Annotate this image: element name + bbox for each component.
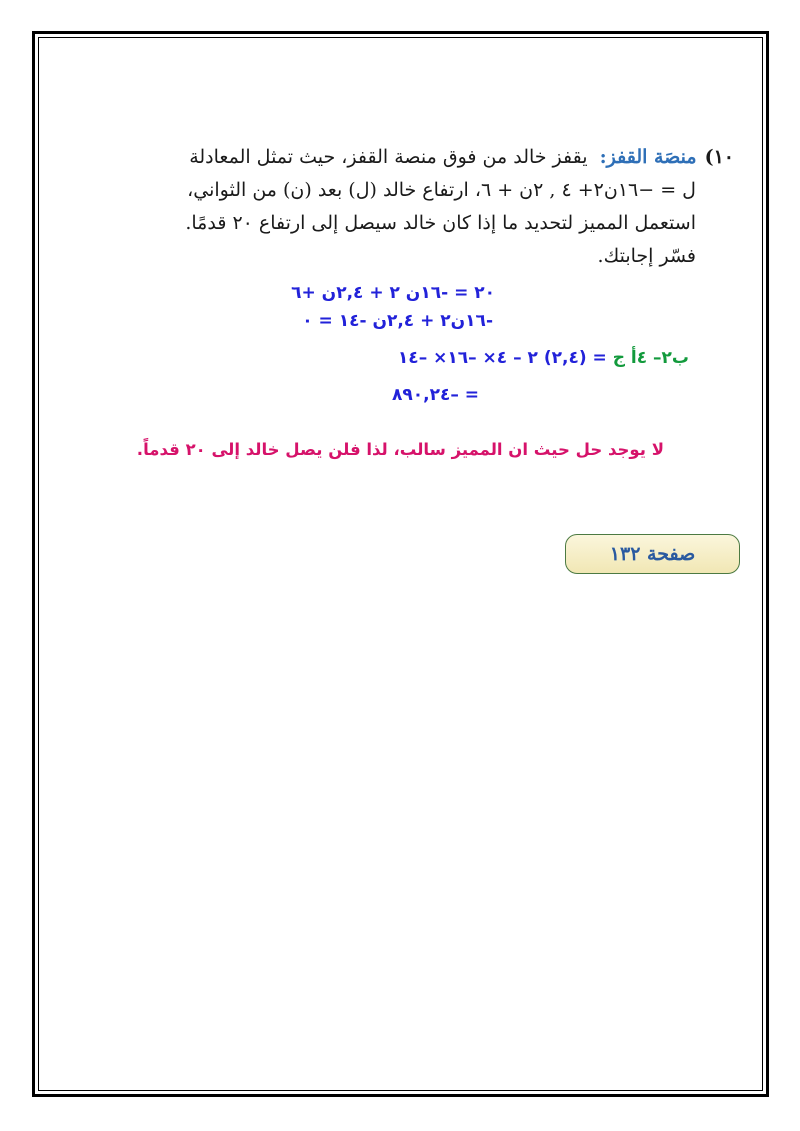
problem-text-1: يقفز خالد من فوق منصة القفز، حيث تمثل المعادلة <box>189 146 588 168</box>
discriminant-substitution: = (٢,٤) ٢ – ٤× –١٦× –١٤ <box>397 348 607 368</box>
problem-line-4: فسّر إجابتك. <box>597 245 696 267</box>
problem-line-2: ل = −١٦ن٢+ ٤ , ٢ن + ٦، ارتفاع خالد (ل) بعد (ن) من الثواني، <box>187 179 696 201</box>
discriminant-formula: ب٢– ٤أ ج <box>612 348 689 368</box>
discriminant-line <box>398 348 689 368</box>
problem-topic: منصَة القفز: <box>599 146 697 168</box>
conclusion: لا يوجد حل حيث ان المميز سالب، لذا فلن يصل خالد إلى ٢٠ قدماً. <box>136 440 664 459</box>
equation-2: -١٦ن٢ + ٢,٤ن -١٤ = ٠ <box>302 311 493 331</box>
discriminant-result: = –٨٩٠,٢٤ <box>391 385 479 405</box>
problem-number: ١٠) <box>704 146 734 168</box>
problem-line-1 <box>94 141 734 174</box>
problem-statement <box>94 141 734 273</box>
problem-line-3: استعمل المميز لتحديد ما إذا كان خالد سيصل إلى ارتفاع ٢٠ قدمًا. <box>185 212 696 234</box>
page-number-label: صفحة ١٣٢ <box>565 534 740 574</box>
equation-1: ٢٠ = -١٦ن ٢ + ٢,٤ن +٦ <box>291 283 495 303</box>
